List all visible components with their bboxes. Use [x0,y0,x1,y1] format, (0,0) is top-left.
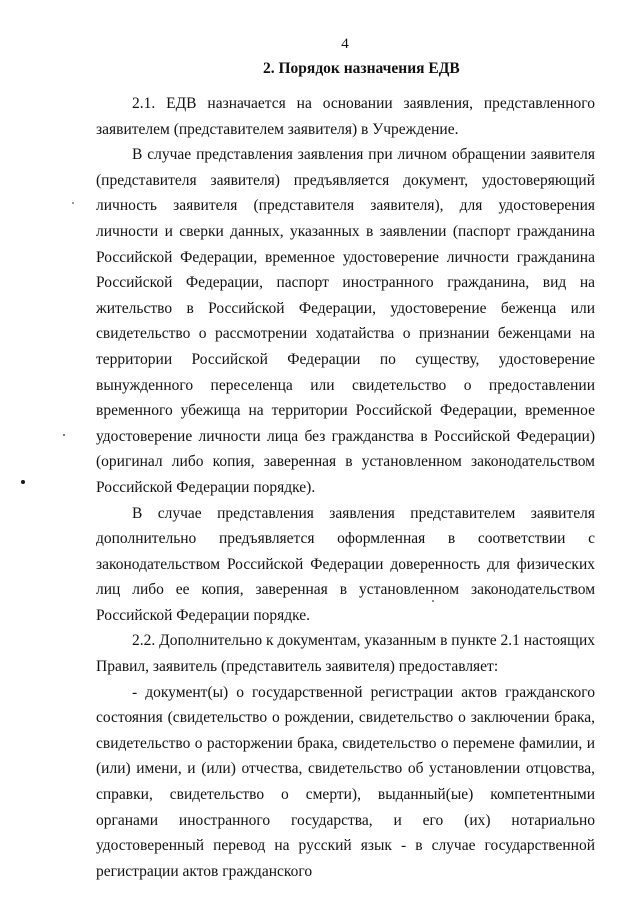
paragraph-representative: В случае представления заявления представителем заявителя дополнительно предъявляется оформленная в соответствии с законодательством Российской Федерации доверенность для физических лиц либо ее копия, заверенная в установленном законодательством Российской Федерации порядке. [96,504,595,624]
paragraph-personal-appeal: В случае представления заявления при личном обращении заявителя (представителя заявителя) предъявляется документ, удостоверяющий личность заявителя (представителя заявителя), для удостоверения личности и сверки данных, указанных в заявлении (паспорт гражданина Российской Федерации, временное удостоверение личности гражданина Российской Федерации, паспорт иностранного гражданина, вид на жительство в Российской Федерации, удостоверение беженца или свидетельство о рассмотрении ходатайства о признании беженцами на территории Российской Федерации по существу, удостоверение вынужденного переселенца или свидетельство о предоставлении временного убежища на территории Российской Федерации, временное удостоверение личности лица без гражданства в Российской Федерации) (оригинал либо копия, заверенная в установленном законодательством Российской Федерации порядке). [96,146,595,496]
scan-speck [63,434,65,436]
page-number: 4 [341,36,349,52]
scan-speck [72,202,74,204]
list-item-civil-status-documents: - документ(ы) о государственной регистрации актов гражданского состояния (свидетельство о рождении, свидетельство о заключении брака, свидетельство о расторжении брака, свидетельство о перемене фамилии, и (или) имени, и (или) отчества, свидетельство об установлении отцовства, справки, свидетельство о смерти), выданный(ые) компетентными органами иностранного государства, и его (их) нотариально удостоверенный перевод на русский язык - в случае государственной регистрации актов гражданского [96,683,595,880]
paragraph-2-2: 2.2. Дополнительно к документам, указанным в пункте 2.1 настоящих Правил, заявитель (представитель заявителя) предоставляет: [96,632,595,676]
scan-speck [432,600,434,602]
document-body [96,91,595,884]
section-title: 2. Порядок назначения ЕДВ [263,60,460,77]
scan-speck [21,480,25,484]
paragraph-2-1: 2.1. ЕДВ назначается на основании заявления, представленного заявителем (представителем заявителя) в Учреждение. [96,95,595,138]
